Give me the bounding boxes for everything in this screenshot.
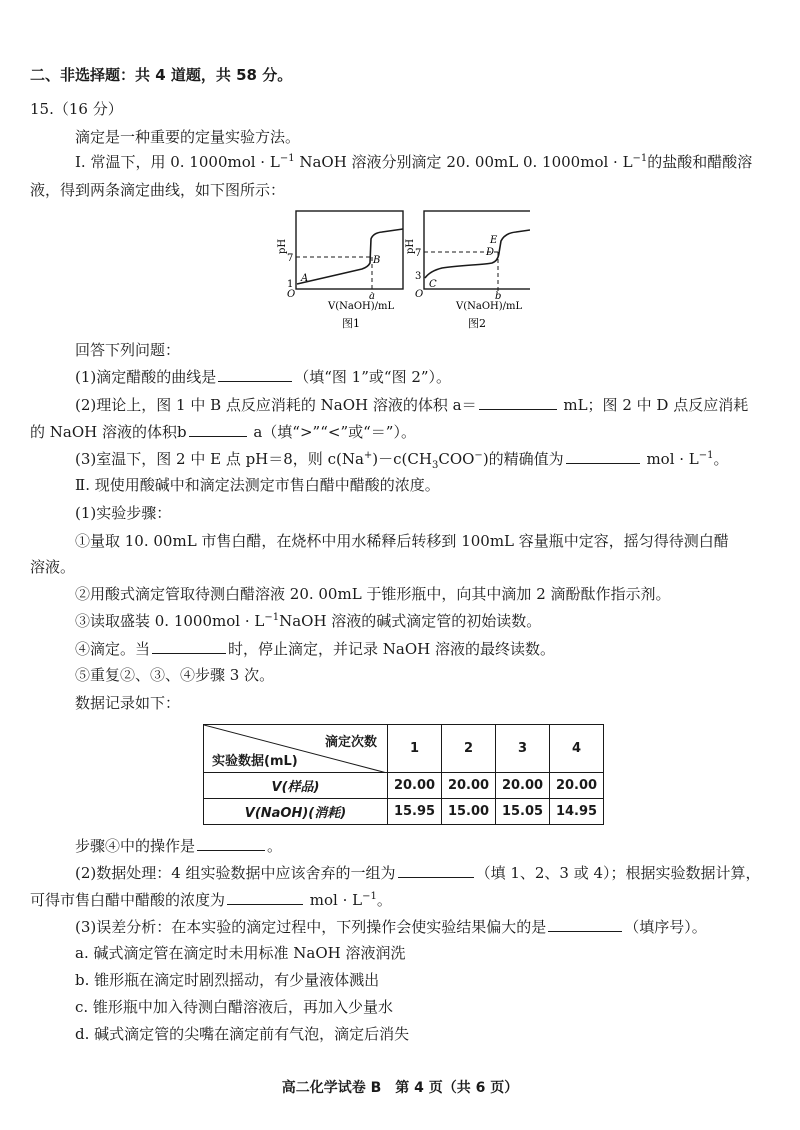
part1-line2: 液，得到两条滴定曲线，如下图所示：: [30, 181, 286, 199]
q1-line: (1)滴定醋酸的曲线是 （填“图 1”或“图 2”）。: [75, 368, 452, 386]
step4-operation: 步骤④中的操作是 。: [75, 837, 283, 855]
step4: ④滴定。当 时，停止滴定，并记录 NaOH 溶液的最终读数。: [75, 640, 555, 658]
table-cell: 15.95: [388, 799, 442, 825]
fig2-curve: [425, 230, 530, 278]
fig2-point-c: C: [429, 279, 437, 290]
q2-volume-a-blank[interactable]: [479, 394, 557, 410]
table-cell: 20.00: [388, 773, 442, 799]
fig2-xtick-b: b: [495, 291, 502, 302]
fig2-caption: 图2: [468, 317, 486, 330]
step1-line1: ①量取 10. 00mL 市售白醋，在烧杯中用水稀释后转移到 100mL 容量瓶中定容，摇匀得待测白醋: [75, 532, 729, 550]
fig1-tick7: 7: [287, 253, 294, 264]
option-d: d. 碱式滴定管的尖嘴在滴定前有气泡，滴定后消失: [75, 1025, 410, 1043]
table-cell: 20.00: [442, 773, 496, 799]
data-processing-line2: 可得市售白醋中醋酸的浓度为 mol · $L^{-1}$。: [30, 891, 392, 909]
step1-line2: 溶液。: [30, 558, 76, 576]
data-title: 数据记录如下：: [75, 694, 181, 712]
error-analysis: (3)误差分析：在本实验的滴定过程中，下列操作会使实验结果偏大的是 （填序号）。: [75, 918, 707, 936]
fig2-tick7: 7: [415, 248, 422, 259]
table-header: 3: [496, 725, 550, 773]
row-label: V(NaOH)(消耗): [204, 799, 388, 825]
fig2-tick3: 3: [415, 271, 422, 282]
q2-line2: 的 NaOH 溶液的体积b a（填“>”“<”或“＝”）。: [30, 423, 416, 441]
part1-line1: Ⅰ. 常温下，用 0. $1000mol \cdot L^{-1}$ NaOH 溶液分别滴定 20. 00mL 0. $1000mol \cdot L^{-1}$的盐酸和醋酸溶: [75, 153, 753, 171]
fig1-origin: O: [287, 289, 296, 300]
fig2-point-d: D: [486, 247, 495, 258]
figure-1: [277, 211, 403, 330]
titration-data-table: [203, 724, 604, 825]
q3-value-blank[interactable]: [566, 448, 640, 464]
q2-line1: (2)理论上，图 1 中 B 点反应消耗的 NaOH 溶液的体积 a＝ mL；图 2 中 D 点反应消耗: [75, 396, 749, 414]
fig1-frame: [296, 211, 403, 289]
corner-bottom-label: 实验数据(mL): [212, 754, 298, 769]
answer-prompt: 回答下列问题：: [75, 341, 181, 359]
fig2-xlabel: V(NaOH)/mL: [456, 301, 523, 312]
step4-endpoint-blank[interactable]: [152, 638, 226, 654]
titration-figures: [270, 205, 530, 335]
q2-compare-blank[interactable]: [189, 421, 247, 437]
option-a: a. 碱式滴定管在滴定时未用标准 NaOH 溶液润洗: [75, 944, 406, 962]
q1-answer-blank[interactable]: [218, 366, 292, 382]
fig1-xlabel: V(NaOH)/mL: [328, 301, 395, 312]
corner-top-label: 滴定次数: [324, 735, 377, 750]
fig1-ylabel: pH: [277, 238, 288, 254]
table-cell: 20.00: [496, 773, 550, 799]
table-header: 1: [388, 725, 442, 773]
titration-curves-svg: [270, 205, 530, 335]
section-heading: 二、非选择题：共 4 道题，共 58 分。: [30, 66, 293, 84]
table-cell: 14.95: [550, 799, 604, 825]
fig2-point-e: E: [490, 235, 498, 246]
step4-operation-blank[interactable]: [197, 835, 265, 851]
fig1-caption: 图1: [342, 317, 360, 330]
table-cell: 15.05: [496, 799, 550, 825]
table-row: [204, 799, 604, 825]
steps-title: (1)实验步骤：: [75, 504, 172, 522]
error-analysis-blank[interactable]: [548, 916, 622, 932]
fig1-point-b: B: [373, 255, 381, 266]
figure-2: [405, 211, 530, 330]
intro-text: 滴定是一种重要的定量实验方法。: [75, 128, 301, 146]
step2: ②用酸式滴定管取待测白醋溶液 20. 00mL 于锥形瓶中，向其中滴加 2 滴酚酞作指示剂。: [75, 585, 671, 603]
discard-group-blank[interactable]: [398, 862, 474, 878]
table-cell: 20.00: [550, 773, 604, 799]
fig2-frame: [424, 211, 530, 289]
table-header: 4: [550, 725, 604, 773]
concentration-blank[interactable]: [227, 889, 303, 905]
row-label: V(样品): [204, 773, 388, 799]
fig2-ylabel: pH: [405, 238, 416, 254]
part2-title: Ⅱ. 现使用酸碱中和滴定法测定市售白醋中醋酸的浓度。: [75, 476, 440, 494]
step5: ⑤重复②、③、④步骤 3 次。: [75, 666, 275, 684]
fig1-xtick-a: a: [369, 291, 375, 302]
table-cell: 15.00: [442, 799, 496, 825]
fig2-origin: O: [415, 289, 424, 300]
option-c: c. 锥形瓶中加入待测白醋溶液后，再加入少量水: [75, 998, 393, 1016]
table-row: [204, 773, 604, 799]
table-header: 2: [442, 725, 496, 773]
fig1-tick1: 1: [287, 279, 294, 290]
option-b: b. 锥形瓶在滴定时剧烈摇动，有少量液体溅出: [75, 971, 380, 989]
data-processing-line1: (2)数据处理：4 组实验数据中应该舍弃的一组为 （填 1、2、3 或 4）；根据实验数据计算，: [75, 864, 761, 882]
table-corner-cell: [204, 725, 388, 773]
page-footer: 高二化学试卷 B 第 4 页（共 6 页）: [281, 1080, 519, 1096]
fig1-point-a: A: [301, 273, 309, 284]
step3: ③读取盛装 0. $1000mol \cdot L^{-1}NaOH$ 溶液的碱式滴定管的初始读数。: [75, 612, 542, 630]
question-number: 15.（16 分）: [30, 100, 123, 118]
q3-line: (3)室温下，图 2 中 E 点 pH＝8，则 $c(Na^+)-c(CH_3COO^-)$的精确值为 mol · $L^{-1}$。: [75, 450, 729, 471]
